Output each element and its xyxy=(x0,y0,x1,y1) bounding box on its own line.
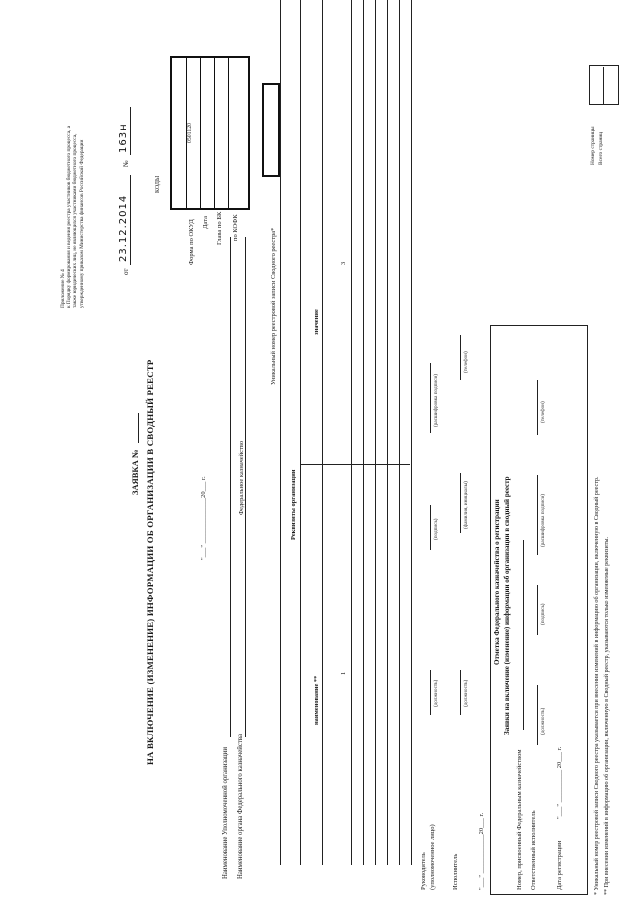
unique-record-label: Уникальный номер реестровой записи Сводного реестра* xyxy=(270,227,277,385)
appendix-note xyxy=(60,126,85,308)
mark-decoding-caption: (расшифровка подписи) xyxy=(540,494,546,547)
treasury-body-label: Наименование органа Федерального казначейства xyxy=(237,734,244,879)
codes-box xyxy=(170,56,250,210)
table-column-divider xyxy=(300,464,410,465)
unique-record-box xyxy=(262,83,280,177)
date-prefix: от xyxy=(122,268,130,275)
treasury-body-line xyxy=(245,237,246,737)
executor-position-line xyxy=(460,670,461,715)
okud-value: 0501120 xyxy=(186,58,201,208)
table-row-line xyxy=(363,0,364,865)
footnote-1: * Уникальный номер реестровой записи Сводного реестра указывается при внесении изменений в информацию об организации, включенную в Сводный реестр. xyxy=(594,476,600,895)
mark-phone-caption: (телефон) xyxy=(540,401,546,423)
authorized-org-label: Наименование Уполномоченной организации xyxy=(222,747,229,879)
executor-position-caption: (должность) xyxy=(463,679,469,707)
executor-phone-caption: (телефон) xyxy=(463,351,469,373)
okud-label: Форма по ОКУД xyxy=(188,219,195,265)
table-caption: Реквизиты организации xyxy=(290,469,297,540)
table-row-line xyxy=(375,0,376,865)
mark-decoding-line xyxy=(537,475,538,555)
assigned-number-label: Номер, присвоенный Федеральным казначейством xyxy=(516,749,523,890)
appendix-line: к Порядку формирования и ведения реестра участников бюджетного процесса, а xyxy=(66,125,73,308)
registration-date-label: Дата регистрации xyxy=(556,840,563,890)
date-code-cell xyxy=(200,58,215,208)
assigned-number-line xyxy=(523,540,524,730)
handwritten-number: 163н xyxy=(118,123,129,153)
date-code-label: Дата xyxy=(202,216,209,229)
mark-executor-label: Ответственный исполнитель xyxy=(530,810,537,890)
number-underline-2 xyxy=(130,107,131,155)
table-row-line xyxy=(399,0,400,865)
table-top-line xyxy=(280,0,281,865)
head-decoding-caption: (расшифровка подписи) xyxy=(433,374,439,427)
head-sub-label: (уполномоченное лицо) xyxy=(429,824,436,890)
col-name-number: 1 xyxy=(340,671,347,675)
appendix-line: также юридических лиц, не являющихся участниками бюджетного процесса, xyxy=(72,133,79,308)
head-decoding-line xyxy=(430,363,431,433)
table-row-line xyxy=(411,0,412,865)
head-position-caption: (должность) xyxy=(433,679,439,707)
executor-phone-line xyxy=(460,335,461,380)
bk-code-cell xyxy=(214,58,229,208)
mark-position-line xyxy=(537,685,538,745)
registration-mark-subtitle: Заявки на включение (изменение) информации об организации в сводный реестр xyxy=(503,476,511,735)
appendix-line: утвержденному приказом Министерства финансов Российской Федерации xyxy=(78,139,85,308)
page-number-label: Номер страницы xyxy=(590,126,596,165)
head-label: Руководитель xyxy=(420,852,427,890)
kofk-code-cell xyxy=(228,58,247,208)
executor-name-line xyxy=(460,473,461,533)
page-title: НА ВКЛЮЧЕНИЕ (ИЗМЕНЕНИЕ) ИНФОРМАЦИИ ОБ ОРГАНИЗАЦИИ В СВОДНЫЙ РЕЕСТР xyxy=(145,359,155,765)
kofk-label: по КОФК xyxy=(232,214,239,241)
col-value-number: 3 xyxy=(340,261,347,265)
head-position-line xyxy=(430,670,431,715)
footnote-2: ** При внесении изменений в информацию об организации, включенную в Сводный реестр, указываются только изменяемые реквизиты. xyxy=(604,537,610,895)
executor-name-caption: (фамилия, инициалы) xyxy=(463,481,469,529)
table-row-line xyxy=(387,0,388,865)
page-counter-divider xyxy=(603,67,604,105)
number-underline xyxy=(138,413,139,443)
table-caption-line xyxy=(300,0,301,865)
signature-date-blank: "___" ____________20___ г. xyxy=(478,812,485,890)
executor-label: Исполнитель xyxy=(452,853,459,890)
bk-label: Глава по БК xyxy=(216,211,223,245)
registration-date-blank: "___" __________ 20___ г. xyxy=(556,746,563,819)
treasury-caption: Федеральное казначейство xyxy=(238,440,245,515)
mark-signature-caption: (подпись) xyxy=(540,603,546,625)
table-header-line xyxy=(322,0,323,865)
authorized-org-line xyxy=(230,237,231,737)
appendix-line: Приложение № 4 xyxy=(60,269,66,308)
table-row-line xyxy=(351,0,352,865)
total-pages-label: Всего страниц xyxy=(598,131,604,165)
page-counter-box xyxy=(589,65,619,105)
mark-position-caption: (должность) xyxy=(540,707,546,735)
date-underline xyxy=(130,175,131,265)
head-signature-caption: (подпись) xyxy=(433,518,439,540)
mark-signature-line xyxy=(537,585,538,635)
mark-phone-line xyxy=(537,380,538,435)
handwritten-date: 23.12.2014 xyxy=(118,194,129,262)
codes-heading: КОДЫ xyxy=(155,175,161,193)
date-blank: "___" ______________20___ г. xyxy=(200,476,207,560)
application-number-title: ЗАЯВКА № xyxy=(130,449,140,495)
col-name-header: наименование ** xyxy=(313,675,320,725)
col-value-header: значение xyxy=(313,309,320,335)
registration-mark-title: Отметка Федерального казначейства о регистрации xyxy=(493,499,501,665)
head-signature-line xyxy=(430,505,431,550)
number-prefix: № xyxy=(122,160,130,167)
